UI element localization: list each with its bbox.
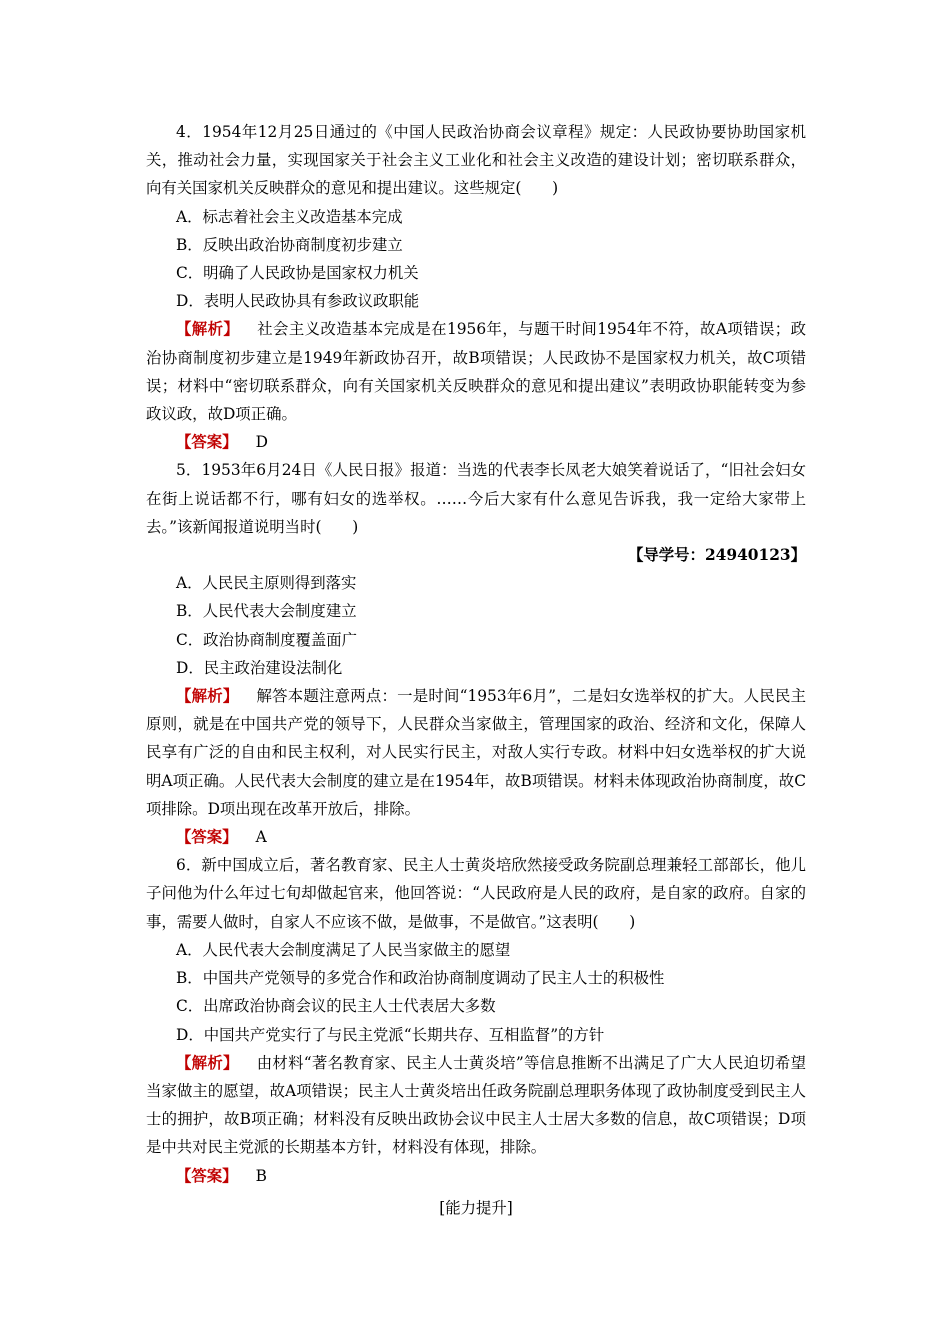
section-heading: [能力提升]	[439, 1198, 513, 1217]
analysis-text: 解答本题注意两点：一是时间“1953年6月”，二是妇女选举权的扩大。人民民主原则，就是在中国共产党的领导下，人民群众当家做主，管理国家的政治、经济和文化，保障人民享有广泛的自由和民主权利，对人民实行民主，对敌人实行专政。材料中妇女选举权的扩大说明A项正确。人民代表大会制度的建立是在1954年，故B项错误。材料未体现政治协商制度，故C项排除。D项出现在改革开放后，排除。	[146, 687, 806, 818]
answer-tag: 【答案】	[176, 433, 238, 452]
question-5-analysis	[146, 682, 806, 823]
document-page	[146, 118, 806, 1222]
question-6-analysis	[146, 1049, 806, 1162]
analysis-text: 社会主义改造基本完成是在1956年，与题干时间1954年不符，故A项错误；政治协商制度初步建立是1949年新政协召开，故B项错误；人民政协不是国家权力机关，故C项错误；材料中“密切联系群众，向有关国家机关反映群众的意见和提出建议”表明政协职能转变为参政议政，故D项正确。	[146, 320, 806, 424]
answer-tag: 【答案】	[176, 828, 238, 847]
question-4-option-b: B．反映出政治协商制度初步建立	[176, 235, 403, 254]
question-6-option-c: C．出席政治协商会议的民主人士代表居大多数	[176, 997, 496, 1016]
answer-tag: 【答案】	[176, 1166, 238, 1185]
question-4-option-a: A．标志着社会主义改造基本完成	[176, 207, 403, 226]
answer-value: D	[255, 433, 268, 452]
question-4-option-c: C．明确了人民政协是国家权力机关	[176, 264, 419, 283]
question-5-answer	[146, 823, 806, 851]
question-4-answer	[146, 428, 806, 456]
analysis-tag: 【解析】	[176, 320, 240, 339]
answer-value: A	[255, 828, 267, 847]
question-6-option-d: D．中国共产党实行了与民主党派“长期共存、互相监督”的方针	[176, 1025, 605, 1044]
question-4-analysis	[146, 315, 806, 428]
question-6-option-a: A．人民代表大会制度满足了人民当家做主的愿望	[176, 940, 511, 959]
question-5-option-b: B．人民代表大会制度建立	[176, 602, 357, 621]
guide-number: 【导学号：24940123】	[627, 546, 806, 565]
question-6-stem: 6．新中国成立后，著名教育家、民主人士黄炎培欣然接受政务院副总理兼轻工部部长，他儿子问他为什么年过七旬却做起官来，他回答说：“人民政府是人民的政府，是自家的政府。自家的事，需要人做时，自家人不应该不做，是做事，不是做官。”这表明( )	[146, 856, 806, 931]
question-4-option-d: D．表明人民政协具有参政议政职能	[176, 292, 420, 311]
question-5-option-a: A．人民民主原则得到落实	[176, 574, 357, 593]
question-5-option-c: C．政治协商制度覆盖面广	[176, 630, 358, 649]
analysis-tag: 【解析】	[176, 1053, 239, 1072]
question-5-stem: 5．1953年6月24日《人民日报》报道：当选的代表李长凤老大娘笑着说话了，“旧社会妇女在街上说话都不行，哪有妇女的选举权。……今后大家有什么意见告诉我，我一定给大家带上去。”该新闻报道说明当时( )	[146, 461, 806, 536]
question-5-option-d: D．民主政治建设法制化	[176, 658, 343, 677]
analysis-text: 由材料“著名教育家、民主人士黄炎培”等信息推断不出满足了广大人民迫切希望当家做主的愿望，故A项错误；民主人士黄炎培出任政务院副总理职务体现了政协制度受到民主人士的拥护，故B项正确；材料没有反映出政协会议中民主人士居大多数的信息，故C项错误；D项是中共对民主党派的长期基本方针，材料没有体现，排除。	[146, 1053, 806, 1157]
question-6-answer	[146, 1162, 806, 1190]
question-6-option-b: B．中国共产党领导的多党合作和政治协商制度调动了民主人士的积极性	[176, 969, 665, 988]
question-4-stem: 4．1954年12月25日通过的《中国人民政治协商会议章程》规定：人民政协要协助国家机关，推动社会力量，实现国家关于社会主义工业化和社会主义改造的建设计划；密切联系群众，向有关国家机关反映群众的意见和提出建议。这些规定( )	[146, 123, 806, 198]
analysis-tag: 【解析】	[176, 687, 239, 706]
answer-value: B	[255, 1166, 267, 1185]
